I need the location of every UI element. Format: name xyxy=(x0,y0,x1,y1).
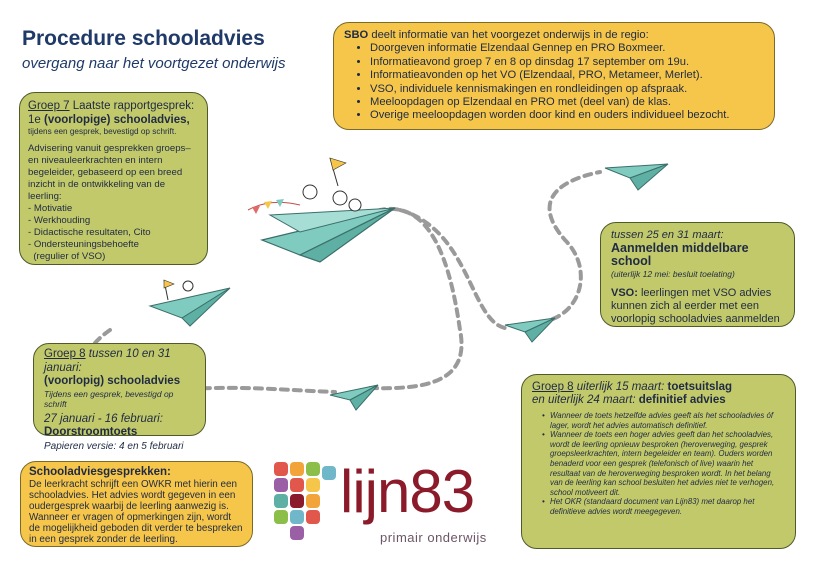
groep8-heading-line xyxy=(44,348,195,375)
toets-line1 xyxy=(532,381,785,394)
sbo-heading xyxy=(344,29,764,42)
groep7-list-item: - Didactische resultaten, Cito xyxy=(28,227,151,238)
aanmelden-heading: Aanmelden middelbare school xyxy=(611,241,749,268)
toets-date2: en uiterlijk 24 maart: xyxy=(532,394,639,406)
groep7-line2-pre: 1e xyxy=(28,114,44,126)
groep8-note: Tijdens een gesprek, bevestigd op schrift xyxy=(44,388,174,409)
list-item: • Doorgeven informatie Elzendaal Gennep en PRO Boxmeer. xyxy=(370,42,764,55)
vso-label: VSO: xyxy=(611,287,638,299)
toets-groep-label: Groep 8 xyxy=(532,381,574,393)
list-item: • Informatieavonden op het VO (Elzendaal, PRO, Metameer, Merlet). xyxy=(370,69,764,82)
page-title: Procedure schooladvies xyxy=(22,27,265,50)
aanmelden-date: tussen 25 en 31 maart: xyxy=(611,229,724,241)
logo-name: lijn83 xyxy=(340,458,475,525)
toets-line2 xyxy=(532,394,785,407)
gesprekken-box xyxy=(20,461,253,547)
list-item: • Wanneer de toets een hoger advies geeft dan het schooladvies, wordt de leerling opnieuw besproken (heroverweging, gesprek groepsleerkrachten, intern begeleider en team). Ouders worden benaderd voor een gesprek (telefonisch of live) waarin het resultaat van de heroverweging besproken wordt. In het belang van de leerling kan school besluiten het advies niet te verhogen, school motiveert dit. xyxy=(542,430,785,497)
logo-tagline: primair onderwijs xyxy=(380,530,487,545)
gesprekken-text: De leerkracht schrijft een OWKR met hierin een schooladvies. Het advies wordt gegeven in een oudergesprek waarbij de leerling aanwezig is. Wanneer er vragen of opmerkingen zijn, wordt de mogelijkheid geboden dit verder te bespreken in een gesprek zonder de leerling. xyxy=(29,479,243,545)
groep7-advice-line xyxy=(28,113,199,127)
sbo-info-box xyxy=(333,22,775,130)
vso-text: leerlingen met VSO advies kunnen zich al eerder met een voorlopig schooladvies aanmelden xyxy=(611,287,780,325)
groep7-line2-bold: (voorlopige) schooladvies, xyxy=(44,114,190,126)
groep7-heading xyxy=(28,99,199,113)
paper-version: Papieren versie: 4 en 5 februari xyxy=(44,440,184,452)
toets-date1: uiterlijk 15 maart: xyxy=(573,381,668,393)
logo-dots-icon xyxy=(274,462,334,542)
aanmelden-vso xyxy=(611,287,784,326)
aanmelden-note: (uiterlijk 12 mei: besluit toelating) xyxy=(611,269,735,279)
groep7-label: Groep 7 xyxy=(28,100,70,112)
groep7-heading-rest: Laatste rapportgesprek: xyxy=(69,100,195,112)
toets-bold1: toetsuitslag xyxy=(667,381,733,393)
list-item: • Overige meeloopdagen worden door kind en ouders individueel bezocht. xyxy=(370,109,764,122)
groep7-list-item: - Motivatie xyxy=(28,203,73,214)
groep8-date: tussen 10 en 31 januari: xyxy=(44,348,171,374)
sbo-intro: deelt informatie van het voorgezet onderwijs in de regio: xyxy=(368,29,649,41)
list-item: • Het OKR (standaard document van Lijn83) met daarop het definitieve advies wordt meegegeven. xyxy=(542,497,785,516)
paper-plane-icon xyxy=(248,158,395,262)
sbo-list xyxy=(344,42,764,122)
toets-date: 27 januari - 16 februari: xyxy=(44,412,163,425)
toetsuitslag-box xyxy=(521,374,796,549)
toets-bold2: definitief advies xyxy=(638,394,726,406)
groep7-advice-text: Advisering vanuit gesprekken groeps– en niveauleerkrachten en intern begeleider, gebaseerd op een breed inzicht in de ontwikkeling van de leerling: xyxy=(28,143,191,202)
list-item: • VSO, individuele kennismakingen en rondleidingen op afspraak. xyxy=(370,83,764,96)
groep7-list-item: - Werkhouding xyxy=(28,215,91,226)
paper-plane-icon xyxy=(330,385,378,410)
sbo-label: SBO xyxy=(344,29,369,41)
groep8-heading: (voorlopig) schooladvies xyxy=(44,375,181,387)
groep7-box xyxy=(19,92,208,265)
groep8-label: Groep 8 xyxy=(44,348,86,360)
paper-plane-icon xyxy=(605,164,668,190)
paper-plane-icon xyxy=(505,318,555,342)
list-item: • Informatieavond groep 7 en 8 op dinsdag 17 september om 19u. xyxy=(370,56,764,69)
groep7-list-item: - Ondersteuningsbehoefte xyxy=(28,239,139,250)
groep7-list-item: (regulier of VSO) xyxy=(28,251,106,262)
list-item: • Wanneer de toets hetzelfde advies geeft als het schooladvies óf lager, wordt het advies automatisch definitief. xyxy=(542,411,785,430)
list-item: • Meeloopdagen op Elzendaal en PRO met (deel van) de klas. xyxy=(370,96,764,109)
groep8-box xyxy=(33,343,206,452)
aanmelden-box xyxy=(600,222,795,327)
page-subtitle: overgang naar het voortgezet onderwijs xyxy=(22,55,286,72)
paper-plane-icon xyxy=(150,280,230,326)
gesprekken-heading: Schooladviesgesprekken: xyxy=(29,466,171,478)
toets-heading: Doorstroomtoets xyxy=(44,426,138,438)
groep7-note: tijdens een gesprek, bevestigd op schrift. xyxy=(28,127,177,136)
toets-list xyxy=(532,411,785,517)
